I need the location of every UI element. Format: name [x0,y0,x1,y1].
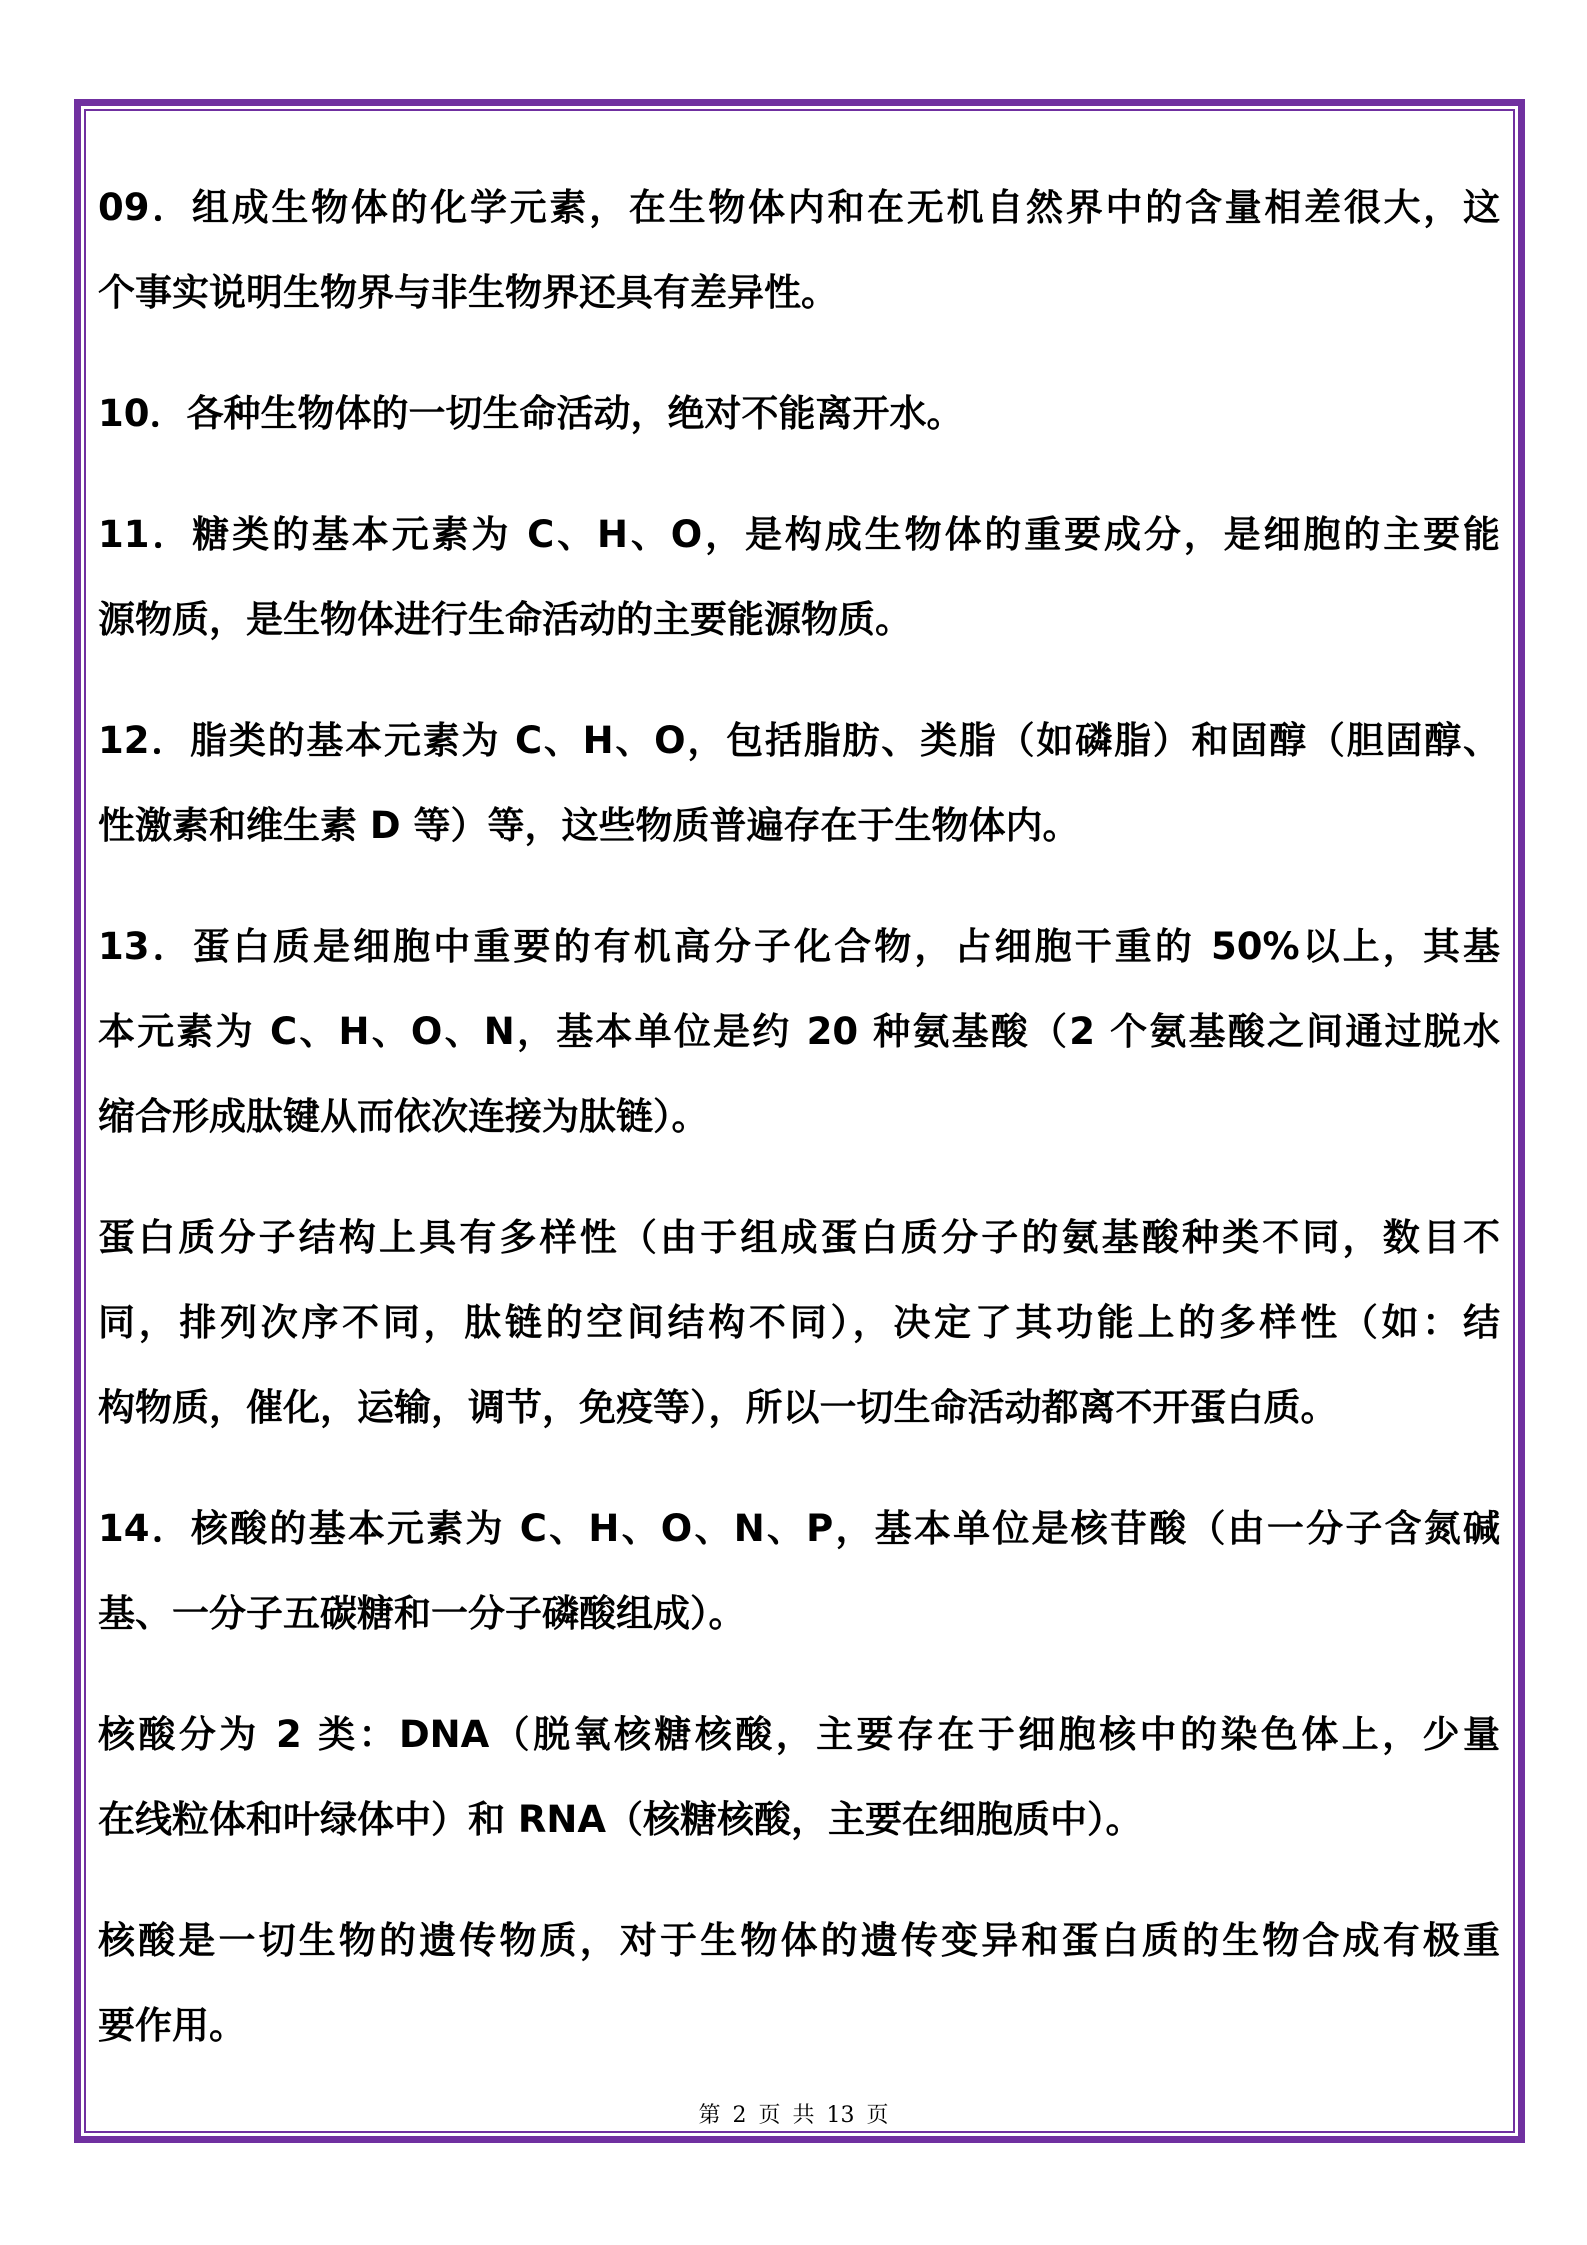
text-line: 同，排列次序不同，肽链的空间结构不同），决定了其功能上的多样性（如：结 [98,1301,1500,1344]
footer-page-label: 页 [758,2103,781,2128]
paragraph [98,165,1500,335]
text-line: 11．糖类的基本元素为 C、H、O，是构成生物体的重要成分，是细胞的主要能 [98,513,1500,556]
text-line: 09．组成生物体的化学元素，在生物体内和在无机自然界中的含量相差很大，这 [98,186,1500,229]
text-line: 10．各种生物体的一切生命活动，绝对不能离开水。 [98,392,964,435]
text-line: 本元素为 C、H、O、N，基本单位是约 20 种氨基酸（2 个氨基酸之间通过脱水 [98,1010,1500,1053]
text-line: 性激素和维生素 D 等）等，这些物质普遍存在于生物体内。 [98,804,1080,847]
text-line: 核酸是一切生物的遗传物质，对于生物体的遗传变异和蛋白质的生物合成有极重 [98,1919,1500,1962]
paragraph [98,698,1500,868]
paragraph [98,1486,1500,1656]
text-line: 核酸分为 2 类：DNA（脱氧核糖核酸，主要存在于细胞核中的染色体上，少量 [98,1713,1500,1756]
text-line: 基、一分子五碳糖和一分子磷酸组成）。 [98,1592,746,1635]
page-footer [0,2098,1587,2129]
footer-total-pages: 13 [826,2103,855,2128]
paragraph [98,371,1500,456]
text-line: 源物质，是生物体进行生命活动的主要能源物质。 [98,598,912,641]
text-line: 要作用。 [98,2004,246,2047]
paragraph [98,1898,1500,2068]
paragraph [98,1195,1500,1450]
footer-prefix: 第 [698,2103,721,2128]
paragraph [98,904,1500,1159]
footer-total-label: 共 [792,2103,815,2128]
text-line: 12．脂类的基本元素为 C、H、O，包括脂肪、类脂（如磷脂）和固醇（胆固醇、 [98,719,1500,762]
footer-suffix: 页 [866,2103,889,2128]
text-line: 14．核酸的基本元素为 C、H、O、N、P，基本单位是核苷酸（由一分子含氮碱 [98,1507,1500,1550]
text-line: 个事实说明生物界与非生物界还具有差异性。 [98,271,838,314]
text-line: 构物质，催化，运输，调节，免疫等），所以一切生命活动都离不开蛋白质。 [98,1386,1338,1429]
paragraph [98,492,1500,662]
paragraph [98,1692,1500,1862]
text-line: 蛋白质分子结构上具有多样性（由于组成蛋白质分子的氨基酸种类不同，数目不 [98,1216,1500,1259]
text-line: 缩合形成肽键从而依次连接为肽链）。 [98,1095,709,1138]
footer-page-number: 2 [732,2103,747,2128]
text-line: 13．蛋白质是细胞中重要的有机高分子化合物，占细胞干重的 50%以上，其基 [98,925,1500,968]
document-body [98,165,1500,2104]
text-line: 在线粒体和叶绿体中）和 RNA（核糖核酸，主要在细胞质中）。 [98,1798,1143,1841]
